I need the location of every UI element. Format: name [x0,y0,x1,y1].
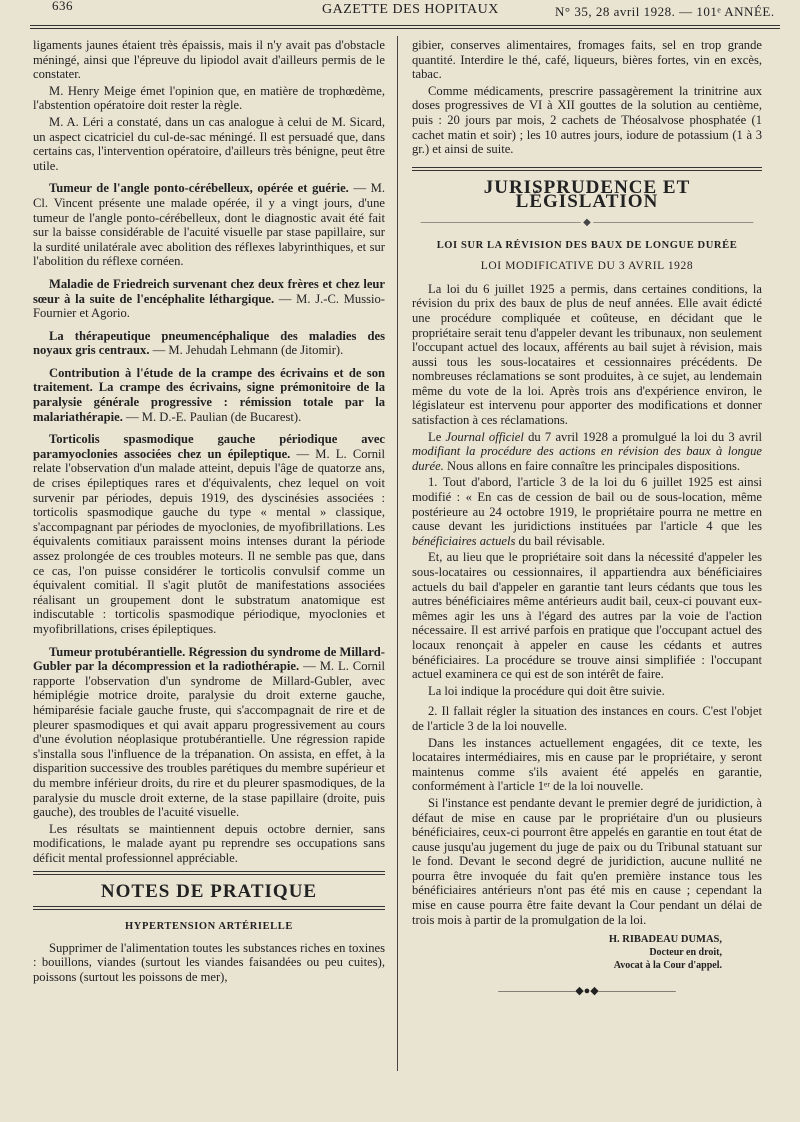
paragraph: Comme médicaments, prescrire passagèrement la trinitrine aux doses progressives de VI à XII gouttes de la solution au centième, puis : 20 jours par mois, 2 cachets de Théosalvose phosphatée (1 cachet matin et soir) ; les 10 autres jours, iodure de potassium (1 à 3 gr.) et ainsi de suite. [412,83,762,157]
text-italic: Journal officiel [445,429,524,444]
author-title: Docteur en droit, [649,947,722,959]
paragraph: Les résultats se maintiennent depuis octobre dernier, sans modifications, le malade ayant pu reprendre ses occupations sans déficit mental professionnel appréciable. [33,821,385,865]
article-text: — M. J.-C. Mussio-Fournier et Agorio. [33,291,385,321]
paragraph: Supprimer de l'alimentation toutes les substances riches en toxines : bouillons, viandes (surtout les viandes faisandées ou peu cuites), poissons (surtout les poissons de mer), [33,940,385,984]
paragraph-journal [412,430,762,474]
article-text: — M. D.-E. Paulian (de Bucarest). [126,409,302,424]
page-header [0,0,800,28]
author-title: Avocat à la Cour d'appel. [613,960,722,972]
ornament-rule: ———————————————— ◆ ———————————————— [420,216,754,228]
author-name: H. RIBADEAU DUMAS, [608,934,722,946]
page-number: 636 [52,0,73,13]
law-subtitle: LOI MODIFICATIVE DU 3 AVRIL 1928 [480,260,694,273]
article-s6 [33,645,385,820]
issue-info: N° 35, 28 avril 1928. — 101ᵉ ANNÉE. [555,4,775,19]
article-text: — M. Jehudah Lehmann (de Jitomir). [152,343,344,358]
publication-title: GAZETTE DES HOPITAUX [322,2,499,17]
article-s5 [33,432,385,636]
section-heading-notes: NOTES DE PRATIQUE [100,881,318,903]
article-title: Contribution à l'étude de la crampe des écrivains et de son traitement. La crampe des écrivains, signe prémonitoire de la paralysie générale progressive : rémission totale par la malariathérapie. [33,365,385,424]
left-column [33,38,385,986]
article-s1 [33,181,385,269]
text-italic: bénéficiaires actuels [412,533,516,548]
section-rule [33,906,385,910]
paragraph: Dans les instances actuellement engagées, dit ce texte, les locataires intermédiaires, mis en cause par le propriétaire, y seront maintenus comme s'ils avaient été appelés en garantie, conformément à l'article 1ᵉʳ de la loi nouvelle. [412,735,762,794]
paragraph: 2. Il fallait régler la situation des instances en cours. C'est l'objet de l'article 3 de la loi nouvelle. [412,704,762,733]
law-title: LOI SUR LA RÉVISION DES BAUX DE LONGUE DURÉE [436,239,738,251]
text: Le [428,429,446,444]
paragraph: M. Henry Meige émet l'opinion que, en matière de trophœdème, l'abstention opératoire doit rester la règle. [33,83,385,113]
section-rule [412,167,762,171]
article-s2 [33,277,385,321]
article-s3 [33,329,385,358]
signature-block [412,933,762,972]
section-rule [33,871,385,875]
column-divider [397,36,398,1071]
right-column [412,38,762,999]
end-ornament: ———————◆●◆——————— [498,985,676,998]
paragraph: ligaments jaunes étaient très épaissis, mais il n'y avait pas d'obstacle méningé, ainsi que l'épreuve du lipiodol avait d'ailleurs permis de le constater. [33,38,385,82]
article-title: Maladie de Friedreich survenant chez deux frères et chez leur sœur à la suite de l'encéphalite léthargique. [33,276,385,306]
article-title: La thérapeutique pneumencéphalique des maladies des noyaux gris centraux. [33,328,385,358]
article-title: Tumeur protubérantielle. Régression du syndrome de Millard-Gubler par la décompression et la radiothérapie. [33,644,385,674]
paragraph: La loi du 6 juillet 1925 a permis, dans certaines conditions, la révision du prix des baux de plus de neuf années. Elle avait édicté une procédure compliquée et coûteuse, en décidant que le propriétaire serait tenu d'appeler devant les tribunaux, non seulement l'occupant actuel des locaux, afférents au bail sujet à révision, mais aussi tous les sous-locataires et cessionnaires précédents. De nombreuses réclamations se sont produites, à ce sujet, au lendemain même du vote de la loi. Après trois ans d'expérience environ, le législateur est intervenu pour apporter des modifications et donner satisfaction à ces réclamations. [412,281,762,428]
article-title: Tumeur de l'angle ponto-cérébelleux, opérée et guérie. [49,181,349,196]
paragraph: Si l'instance est pendante devant le premier degré de juridiction, à défaut de mise en cause par le propriétaire d'un ou plusieurs bénéficiaires, ceux-ci pourront être appelés en garantie en tout état de cause jusqu'au jugement du juge de paix ou du Tribunal statuant sur le fond. Devant le second degré de juridiction, aucune nullité ne pourra être invoquée du fait qu'en première instance tous les bénéficiaires antérieurs n'ont pas été mis en cause ; cependant la mise en cause pourra être faite devant la Cour pendant un délai de trois mois à partir de la promulgation de la loi. [412,795,763,927]
header-rule [30,25,780,29]
article-text: — M. Cl. Vincent présente une malade opérée, il y a vingt jours, d'une tumeur de l'angle ponto-cérébelleux, dont le diagnostic avait été fait sur la baisse considérable de l'acuité visuelle par stase papillaire, sur la surdité unilatérale avec abolition des réflexes labyrinthiques, et sur l'abolition du réflexe cornéen. [33,181,385,269]
paragraph: Et, au lieu que le propriétaire soit dans la nécessité d'appeler les sous-locataires ou cessionnaires, il appartiendra aux bénéficiaires actuels du bail d'appeler en garantie tant leurs cédants que tous les autres bénéficiaires même antérieurs audit bail, ceux-ci pouvant eux-mêmes agir les uns à l'égard des autres par la voie de l'action nécessaire. Il est arrivé parfois en pratique que l'occupant actuel des locaux renonçait à appeler en cause les cédants et autres bénéficiaires. La procédure se trouve ainsi simplifiée : l'occupant actuel examinera ce qui est de son intérêt de faire. [412,550,762,682]
paragraph-article-1 [412,475,762,548]
notes-subheading: HYPERTENSION ARTÉRIELLE [125,921,293,933]
section-heading-jurisprudence: JURISPRUDENCE ET LÉGISLATION [483,176,691,213]
article-text: — M. L. Cornil rapporte l'observation d'un syndrome de Millard-Gubler, avec hémiplégie motrice droite, paralysie du droit externe gauche, hémiparésie faciale gauche fruste, qui s'accompagnait de rire et de pleurer spasmodiques et qui avait apparu progressivement au cours d'une évolution néoplasique protubérantielle. Une régression rapide s'installa sous l'influence de la trépanation. On assista, en effet, à la disparition successive des troubles parétiques du membre supérieur et du membre inférieur droits, du rire et du pleurer spasmodiques, de la paralysie du muscle droit externe, de la stase papillaire (droite, puis gauche), des troubles de l'acuité visuelle. [33,659,385,820]
text: du 7 avril 1928 a promulgué la loi du 3 avril [523,429,763,444]
text: du bail révisable. [515,533,605,548]
text-italic: modifiant la procédure des actions en révision des baux à longue durée. [412,444,762,473]
text: Nous allons en faire connaître les principales dispositions. [443,458,741,473]
paragraph: M. A. Léri a constaté, dans un cas analogue à celui de M. Sicard, un aspect cicatriciel du cul-de-sac méningé. Il est persuadé que, dans certains cas, l'intervention opératoire, d'ailleurs très bénigne, peut être utile. [33,114,385,173]
paragraph: La loi indique la procédure qui doit être suivie. [428,683,665,698]
article-title: Torticolis spasmodique gauche périodique avec paramyoclonies associées chez un épileptique. [33,432,385,461]
article-text: — M. L. Cornil relate l'observation d'un malade atteint, depuis l'âge de quatorze ans, de crises épileptiques rares et d'équivalents, chez lequel on voit survenir par périodes, depuis 1919, des dyscinésies associées : torticolis spasmodique gauche du type « mental » classique, s'accompagnant par périodes de myoclonies, de myofibrillations. Les équivalents comitiaux paraissent moins intenses durant la période assez prolongée de ces troubles moteurs. Il ne semble pas que, dans ce cas, l'on puisse considérer le torticolis convulsif comme un équivalent comitial. Il s'agit plutôt de manifestations associées réalisant un groupement dont le substratum anatomique est indiscutable : torticolis spasmodique périodique, myoclonies et myofibrillations, crises épileptiques. [33,446,386,636]
text: 1. Tout d'abord, l'article 3 de la loi du 6 juillet 1925 est ainsi modifié : « En cas de cession de bail ou de sous-location, même postérieure au 24 octobre 1919, le propriétaire pourra ne mettre en cause devant les juridictions instituées par l'article 4 que les [412,475,762,534]
paragraph: gibier, conserves alimentaires, fromages faits, sel en trop grande quantité. Interdire le thé, café, liqueurs, bières fortes, vin en excès, tabac. [412,38,762,82]
article-s4 [33,366,385,424]
